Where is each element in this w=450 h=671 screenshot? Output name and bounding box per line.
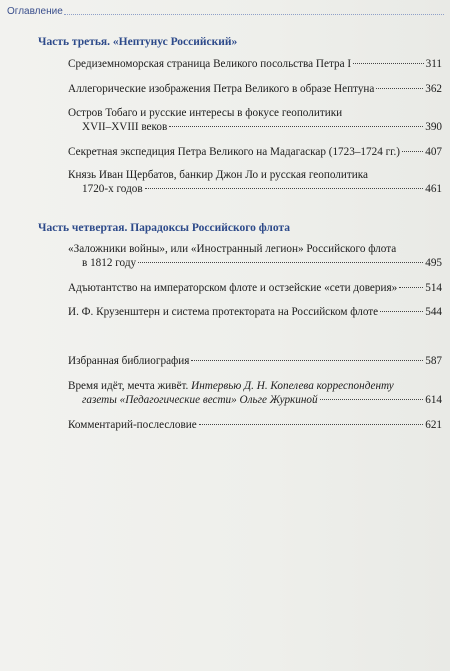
page-number: 514 bbox=[425, 282, 442, 294]
toc-entry[interactable] bbox=[68, 57, 442, 71]
entry-title-cont: 1720-х годов bbox=[82, 183, 143, 195]
dot-leader bbox=[380, 311, 423, 312]
dot-leader bbox=[376, 88, 423, 89]
entry-title-italic: Интервью Д. Н. Копелева корреспонденту bbox=[191, 380, 394, 392]
entry-title: Комментарий-послесловие bbox=[68, 419, 197, 431]
toc-entry[interactable] bbox=[68, 281, 442, 295]
running-header: Оглавление bbox=[7, 6, 63, 17]
entry-title: Адъютантство на императорском флоте и остзейские «сети доверия» bbox=[68, 282, 398, 294]
entry-title: «Заложники войны», или «Иностранный легион» Российского флота bbox=[68, 243, 397, 255]
toc-entry[interactable] bbox=[68, 379, 442, 407]
entry-title: Аллегорические изображения Петра Великого в образе Нептуна bbox=[68, 83, 375, 95]
dot-leader bbox=[320, 399, 424, 400]
entry-title: Избранная библиография bbox=[68, 355, 190, 367]
entry-title-cont: XVII–XVIII веков bbox=[82, 121, 168, 133]
header-rule bbox=[64, 14, 444, 15]
entry-title: И. Ф. Крузенштерн и система протектората на Российском флоте bbox=[68, 306, 379, 318]
page-number: 621 bbox=[425, 419, 442, 431]
toc-entry[interactable] bbox=[68, 145, 442, 159]
page-number: 407 bbox=[425, 146, 442, 158]
dot-leader bbox=[145, 188, 424, 189]
page-number: 614 bbox=[425, 394, 442, 406]
toc-entry[interactable] bbox=[68, 354, 442, 368]
toc-entry[interactable] bbox=[68, 418, 442, 432]
dot-leader bbox=[399, 287, 423, 288]
page-number: 495 bbox=[425, 257, 442, 269]
part-3-title: Часть третья. «Нептунус Российский» bbox=[38, 36, 238, 48]
entry-title: Средиземноморская страница Великого посольства Петра I bbox=[68, 58, 352, 70]
toc-entry[interactable] bbox=[68, 305, 442, 319]
toc-entry[interactable] bbox=[68, 82, 442, 96]
dot-leader bbox=[402, 151, 423, 152]
dot-leader bbox=[169, 126, 423, 127]
dot-leader bbox=[138, 262, 423, 263]
toc-entry[interactable] bbox=[68, 168, 442, 196]
dot-leader bbox=[353, 63, 424, 64]
page-number: 587 bbox=[425, 355, 442, 367]
page-number: 461 bbox=[425, 183, 442, 195]
page-number: 311 bbox=[425, 58, 442, 70]
dot-leader bbox=[191, 360, 423, 361]
dot-leader bbox=[199, 424, 424, 425]
page-number: 544 bbox=[425, 306, 442, 318]
page-number: 362 bbox=[425, 83, 442, 95]
entry-title-cont: в 1812 году bbox=[82, 257, 137, 269]
entry-title: Время идёт, мечта живёт. bbox=[68, 380, 189, 392]
page-number: 390 bbox=[425, 121, 442, 133]
toc-entry[interactable] bbox=[68, 106, 442, 134]
entry-title: Секретная экспедиция Петра Великого на Мадагаскар (1723–1724 гг.) bbox=[68, 146, 401, 158]
part-4-title: Часть четвертая. Парадоксы Российского флота bbox=[38, 222, 291, 234]
entry-title: Остров Тобаго и русские интересы в фокусе геополитики bbox=[68, 107, 343, 119]
toc-entry[interactable] bbox=[68, 242, 442, 270]
entry-title-cont: газеты «Педагогические вести» Ольге Журкиной bbox=[82, 394, 318, 406]
entry-title: Князь Иван Щербатов, банкир Джон Ло и русская геополитика bbox=[68, 169, 368, 181]
